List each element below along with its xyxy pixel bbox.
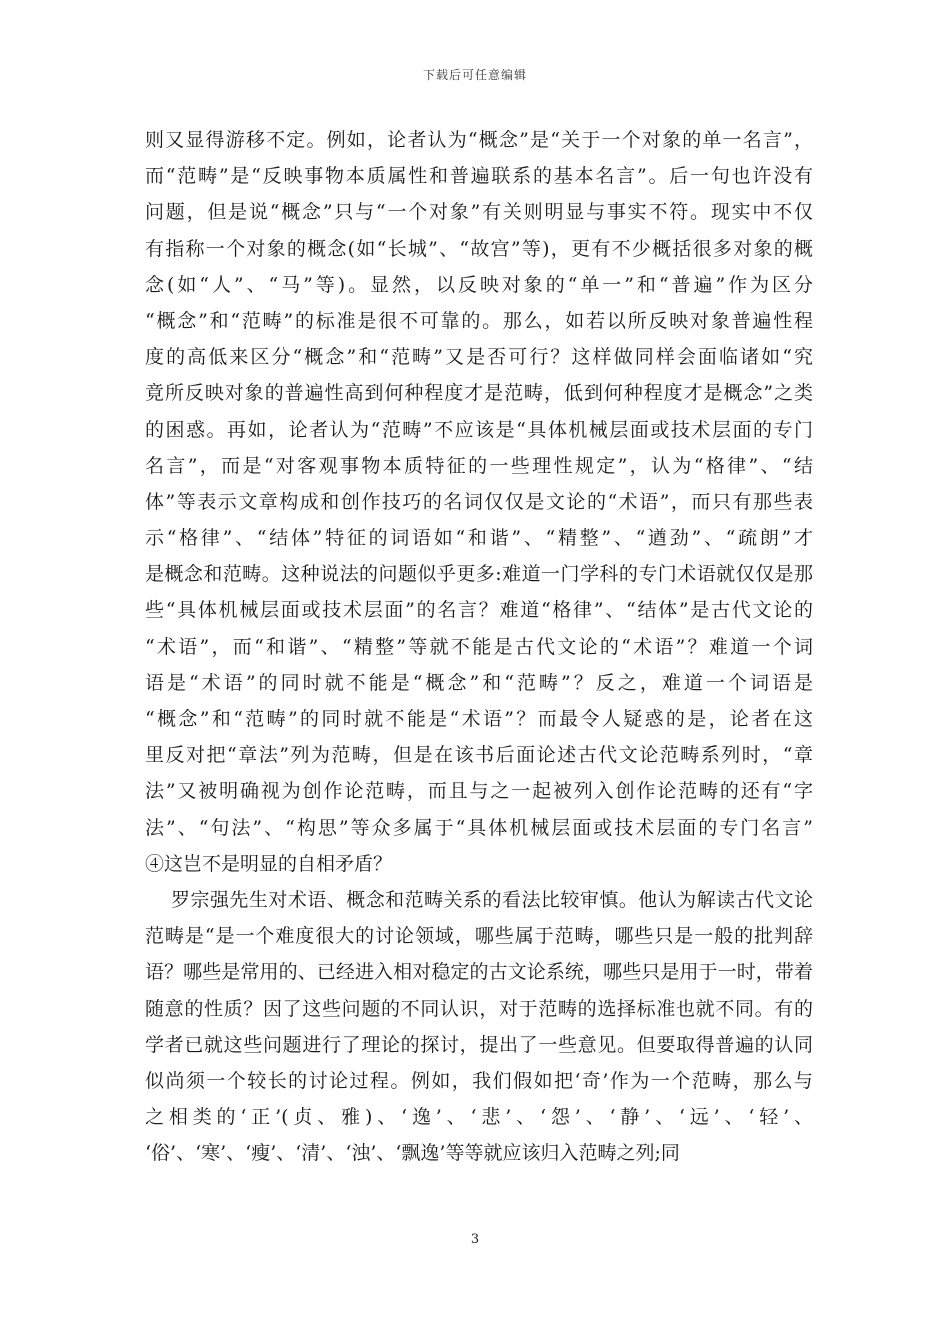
text-line: 范畴是“是一个难度很大的讨论领域，哪些属于范畴，哪些只是一般的批判辞 bbox=[145, 925, 813, 948]
text-line: 而“范畴”是“反映事物本质属性和普遍联系的基本名言”。后一句也许没有 bbox=[145, 165, 813, 188]
page-number: 3 bbox=[470, 1232, 480, 1247]
text-line: 是概念和范畴。这种说法的问题似乎更多:难道一门学科的专门术语就仅仅是那 bbox=[145, 563, 813, 586]
text-line: 些“具体机械层面或技术层面”的名言？难道“格律”、“结体”是古代文论的 bbox=[145, 599, 813, 622]
text-line: 的困惑。再如，论者认为“范畴”不应该是“具体机械层面或技术层面的专门 bbox=[145, 418, 813, 441]
text-line: ④这岂不是明显的自相矛盾？ bbox=[145, 852, 393, 875]
text-line: 似尚须一个较长的讨论过程。例如，我们假如把‘奇’作为一个范畴，那么与 bbox=[145, 1069, 813, 1092]
text-line: 里反对把“章法”列为范畴，但是在该书后面论述古代文论范畴系列时，“章 bbox=[145, 744, 813, 767]
body-text bbox=[145, 122, 813, 1171]
text-line: 语是“术语”的同时就不能是“概念”和“范畴”？反之，难道一个词语是 bbox=[145, 671, 813, 694]
text-line: 体”等表示文章构成和创作技巧的名词仅仅是文论的“术语”，而只有那些表 bbox=[145, 490, 813, 513]
text-line: 之相类的‘正’(贞、雅)、‘逸’、‘悲’、‘怨’、‘静’、‘远’、‘轻’、 bbox=[145, 1106, 813, 1129]
text-line: 问题，但是说“概念”只与“一个对象”有关则明显与事实不符。现实中不仅 bbox=[145, 201, 813, 224]
paragraph bbox=[145, 882, 813, 1172]
text-line: 学者已就这些问题进行了理论的探讨，提出了一些意见。但要取得普遍的认同 bbox=[145, 1033, 813, 1056]
text-line: 念(如“人”、“马”等)。显然，以反映对象的“单一”和“普遍”作为区分 bbox=[145, 273, 813, 296]
text-line: 度的高低来区分“概念”和“范畴”又是否可行？这样做同样会面临诸如“究 bbox=[145, 346, 813, 369]
text-line: 则又显得游移不定。例如，论者认为“概念”是“关于一个对象的单一名言”， bbox=[145, 129, 813, 151]
text-line: 竟所反映对象的普遍性高到何种程度才是范畴，低到何种程度才是概念”之类 bbox=[145, 382, 813, 405]
paragraph bbox=[145, 122, 813, 882]
text-line: “概念”和“范畴”的标准是很不可靠的。那么，如若以所反映对象普遍性程 bbox=[145, 309, 813, 332]
text-line: 有指称一个对象的概念(如“长城”、“故宫”等)，更有不少概括很多对象的概 bbox=[145, 237, 813, 260]
text-line: 法”、“句法”、“构思”等众多属于“具体机械层面或技术层面的专门名言” bbox=[145, 816, 813, 839]
text-line: 法”又被明确视为创作论范畴，而且与之一起被列入创作论范畴的还有“字 bbox=[145, 780, 813, 803]
text-line: 名言”，而是“对客观事物本质特征的一些理性规定”，认为“格律”、“结 bbox=[145, 454, 813, 477]
text-line: “概念”和“范畴”的同时就不能是“术语”？而最令人疑惑的是，论者在这 bbox=[145, 708, 813, 730]
text-line: “术语”，而“和谐”、“精整”等就不能是古代文论的“术语”？难道一个词 bbox=[145, 635, 813, 658]
page-header: 下载后可任意编辑 bbox=[422, 68, 527, 82]
text-line: 示“格律”、“结体”特征的词语如“和谐”、“精整”、“遒劲”、“疏朗”才 bbox=[145, 527, 813, 550]
text-line: 罗宗强先生对术语、概念和范畴关系的看法比较审慎。他认为解读古代文论 bbox=[145, 888, 813, 911]
text-line: ‘俗’、‘寒’、‘瘦’、‘清’、‘浊’、‘飘逸’等等就应该归入范畴之列;同 bbox=[145, 1142, 680, 1165]
text-line: 随意的性质？因了这些问题的不同认识，对于范畴的选择标准也就不同。有的 bbox=[145, 997, 813, 1020]
text-line: 语？哪些是常用的、已经进入相对稳定的古文论系统，哪些只是用于一时，带着 bbox=[145, 961, 813, 984]
